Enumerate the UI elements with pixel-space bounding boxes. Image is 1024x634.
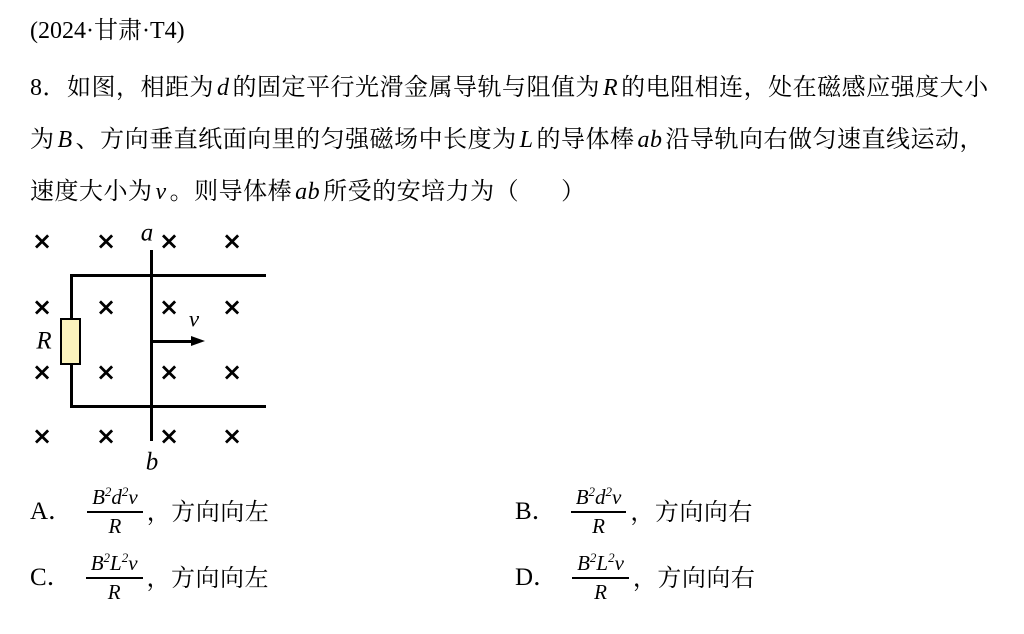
rail-top xyxy=(70,274,266,277)
option-label: B． xyxy=(515,498,557,525)
field-into-page-icon: × xyxy=(221,227,243,255)
question-line-1 xyxy=(30,62,994,114)
question-segment: 、方向垂直纸面向里的匀强磁场中长度为 xyxy=(75,127,517,153)
resistor xyxy=(60,318,81,365)
question-text xyxy=(30,62,994,218)
option-direction: ，方向向右 xyxy=(630,499,753,526)
variable-ab: ab xyxy=(295,179,321,205)
option-label: A． xyxy=(30,498,74,525)
fraction-numerator: $B^2L^2v$ xyxy=(572,545,629,579)
question-segment: 沿导轨向右做匀速直线运动， xyxy=(665,127,985,153)
field-into-page-icon: × xyxy=(31,293,53,321)
fraction-numerator: $B^2L^2v$ xyxy=(86,545,143,579)
rod-ab xyxy=(150,250,153,441)
field-into-page-icon: × xyxy=(158,422,180,450)
field-into-page-icon: × xyxy=(158,358,180,386)
field-into-page-icon: × xyxy=(158,227,180,255)
arrow-right-icon xyxy=(191,336,205,346)
question-segment: 8．如图，相距为 xyxy=(30,75,214,101)
label-b: b xyxy=(145,448,159,476)
question-line-2 xyxy=(30,114,994,166)
option-c xyxy=(30,542,515,608)
variable-L: L xyxy=(519,127,534,153)
field-into-page-icon: × xyxy=(221,422,243,450)
velocity-arrow xyxy=(153,340,195,343)
options-list xyxy=(30,476,994,608)
fraction xyxy=(86,545,143,605)
option-direction: ，方向向左 xyxy=(146,565,270,592)
question-segment: 的电阻相连，处在磁感应强度大小 xyxy=(621,75,989,101)
fraction-denominator: R xyxy=(108,514,122,538)
variable-ab: ab xyxy=(637,127,663,153)
field-into-page-icon: × xyxy=(31,422,53,450)
field-into-page-icon: × xyxy=(31,227,53,255)
options-row-1 xyxy=(30,476,994,542)
field-into-page-icon: × xyxy=(95,358,117,386)
label-velocity: v xyxy=(188,306,200,332)
variable-d: d xyxy=(217,75,230,101)
option-direction: ，方向向左 xyxy=(146,499,270,526)
field-into-page-icon: × xyxy=(31,358,53,386)
variable-v: v xyxy=(155,179,167,205)
variable-B: B xyxy=(57,127,73,153)
field-into-page-icon: × xyxy=(221,293,243,321)
fraction-denominator: R xyxy=(107,580,121,604)
source-tag: (2024·甘肃·T4) xyxy=(30,18,185,44)
rail-bottom xyxy=(70,405,266,408)
field-into-page-icon: × xyxy=(95,227,117,255)
option-label: D． xyxy=(515,564,559,591)
question-segment: 。则导体棒 xyxy=(169,179,293,205)
label-resistor: R xyxy=(36,327,52,355)
question-segment: ） xyxy=(561,179,586,205)
fraction-denominator: R xyxy=(594,580,607,604)
question-segment: 为 xyxy=(30,127,55,153)
fraction-denominator: R xyxy=(592,514,605,538)
field-into-page-icon: × xyxy=(95,293,117,321)
question-segment: 的固定平行光滑金属导轨与阻值为 xyxy=(232,75,600,101)
fraction xyxy=(87,479,143,539)
label-a: a xyxy=(140,219,154,247)
question-line-3 xyxy=(30,166,994,218)
fraction-numerator: $B^2d^2v$ xyxy=(87,479,143,513)
question-segment: 速度大小为 xyxy=(30,179,153,205)
option-label: C． xyxy=(30,564,72,591)
field-into-page-icon: × xyxy=(221,358,243,386)
question-segment: 的导体棒 xyxy=(536,127,635,153)
field-into-page-icon: × xyxy=(95,422,117,450)
circuit-diagram xyxy=(25,220,315,476)
fraction xyxy=(572,545,629,605)
field-into-page-icon: × xyxy=(158,293,180,321)
option-b xyxy=(515,476,753,542)
variable-R: R xyxy=(603,75,619,101)
fraction-numerator: $B^2d^2v$ xyxy=(571,479,627,513)
option-d xyxy=(515,542,755,608)
option-direction: ，方向向右 xyxy=(632,565,756,592)
options-row-2 xyxy=(30,542,994,608)
question-segment: 所受的安培力为（ xyxy=(323,179,520,205)
fraction xyxy=(571,479,627,539)
option-a xyxy=(30,476,515,542)
